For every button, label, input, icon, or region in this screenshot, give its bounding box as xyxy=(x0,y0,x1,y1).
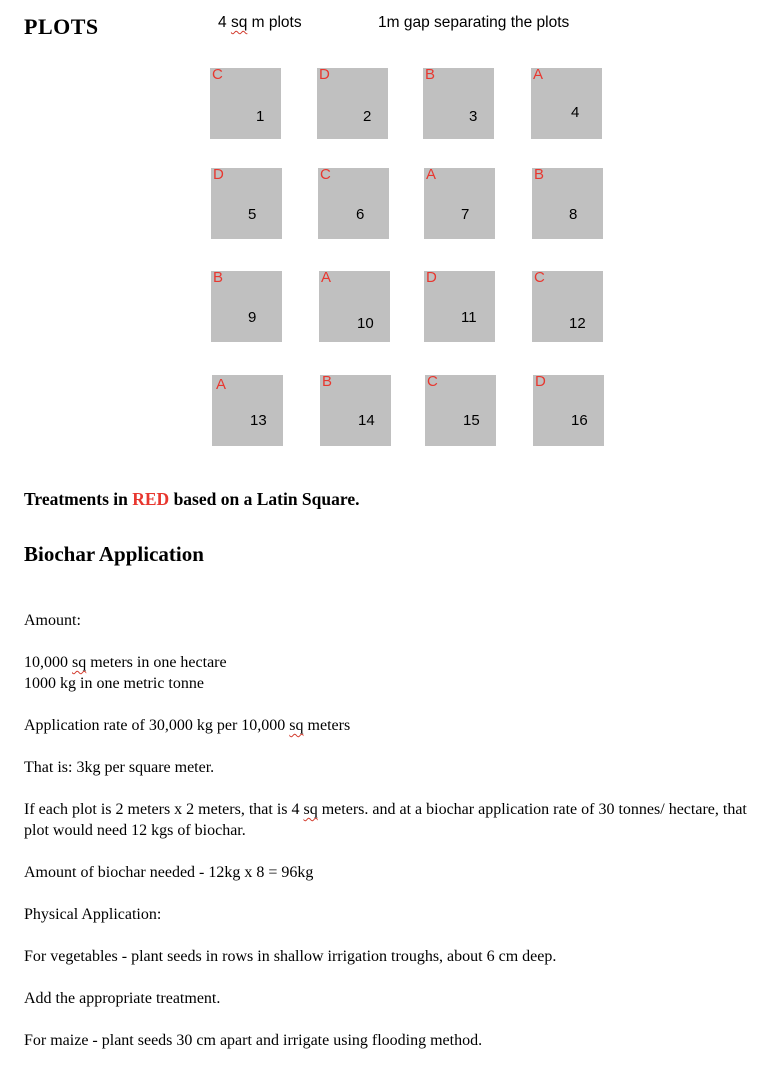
spellcheck-word: sq xyxy=(72,654,87,671)
vegetables-line: For vegetables - plant seeds in rows in shallow irrigation troughs, about 6 cm deep. xyxy=(24,948,557,965)
plot-16 xyxy=(533,375,604,446)
plot-treatment-letter: D xyxy=(213,166,224,183)
plot-calc-paragraph xyxy=(24,799,759,841)
plot-3 xyxy=(423,68,494,139)
gap-note: 1m gap separating the plots xyxy=(378,14,570,31)
treatment-step-line: Add the appropriate treatment. xyxy=(24,990,221,1007)
amount-label: Amount: xyxy=(24,612,81,629)
plot-treatment-letter: B xyxy=(322,373,333,390)
plot-number: 10 xyxy=(357,315,374,332)
hectare-pre: 10,000 xyxy=(24,654,72,671)
plot-treatment-letter: A xyxy=(426,166,437,183)
plot-number: 13 xyxy=(250,412,267,429)
tonne-line: 1000 kg in one metric tonne xyxy=(24,675,204,692)
rate-post: meters xyxy=(303,717,351,734)
plot-treatment-letter: D xyxy=(426,269,437,286)
treatments-red-word: RED xyxy=(132,489,170,509)
plot-treatment-letter: A xyxy=(533,66,544,83)
plot-13 xyxy=(212,375,283,446)
plot-size-pre: 4 xyxy=(218,14,231,31)
plot-9 xyxy=(211,271,282,342)
plot-number: 8 xyxy=(569,206,578,223)
spellcheck-word: sq xyxy=(289,717,304,734)
plot-7 xyxy=(424,168,495,239)
plot-treatment-letter: B xyxy=(425,66,436,83)
plot-number: 16 xyxy=(571,412,588,429)
plot-number: 1 xyxy=(256,108,265,125)
plot-calc-pre: If each plot is 2 meters x 2 meters, that is 4 xyxy=(24,801,304,818)
plot-size-note xyxy=(218,14,302,32)
plot-1 xyxy=(210,68,281,139)
plot-treatment-letter: B xyxy=(534,166,545,183)
rate-pre: Application rate of 30,000 kg per 10,000 xyxy=(24,717,290,734)
per-meter-line: That is: 3kg per square meter. xyxy=(24,759,215,776)
plot-treatment-letter: A xyxy=(216,376,227,393)
biochar-heading: Biochar Application xyxy=(24,542,204,566)
plot-8 xyxy=(532,168,603,239)
plot-6 xyxy=(318,168,389,239)
biochar-needed-line: Amount of biochar needed - 12kg x 8 = 96kg xyxy=(24,864,314,881)
spellcheck-word: sq xyxy=(303,801,318,818)
plot-number: 14 xyxy=(358,412,375,429)
plot-number: 9 xyxy=(248,309,257,326)
treatments-post: based on a Latin Square. xyxy=(169,489,360,509)
plot-treatment-letter: B xyxy=(213,269,224,286)
treatments-pre: Treatments in xyxy=(24,489,133,509)
plot-number: 15 xyxy=(463,412,480,429)
plot-number: 12 xyxy=(569,315,586,332)
plot-treatment-letter: D xyxy=(319,66,330,83)
treatments-heading xyxy=(24,489,359,510)
plot-size-post: m plots xyxy=(247,14,302,31)
plot-2 xyxy=(317,68,388,139)
physical-application-label: Physical Application: xyxy=(24,906,162,923)
hectare-post: meters in one hectare xyxy=(86,654,227,671)
plot-calc-post: meters. and at a biochar application rate of 30 tonnes/ hectare, that plot would need 12 kgs of biochar. xyxy=(24,801,747,839)
page-title: PLOTS xyxy=(24,14,99,39)
plot-10 xyxy=(319,271,390,342)
maize-line: For maize - plant seeds 30 cm apart and irrigate using flooding method. xyxy=(24,1032,483,1049)
spellcheck-word: sq xyxy=(230,14,248,31)
plot-4 xyxy=(531,68,602,139)
plot-number: 3 xyxy=(469,108,478,125)
plot-number: 5 xyxy=(248,206,257,223)
plot-treatment-letter: C xyxy=(320,166,331,183)
plot-12 xyxy=(532,271,603,342)
plot-14 xyxy=(320,375,391,446)
plot-number: 11 xyxy=(461,309,477,326)
plot-treatment-letter: C xyxy=(427,373,438,390)
plot-treatment-letter: D xyxy=(535,373,546,390)
plot-number: 2 xyxy=(363,108,372,125)
plot-number: 6 xyxy=(356,206,365,223)
plot-treatment-letter: C xyxy=(534,269,545,286)
plot-number: 4 xyxy=(571,104,580,121)
plot-treatment-letter: C xyxy=(212,66,223,83)
rate-line xyxy=(24,715,759,736)
hectare-line xyxy=(24,652,759,673)
plot-number: 7 xyxy=(461,206,470,223)
plot-15 xyxy=(425,375,496,446)
plot-treatment-letter: A xyxy=(321,269,332,286)
plot-11 xyxy=(424,271,495,342)
plot-5 xyxy=(211,168,282,239)
